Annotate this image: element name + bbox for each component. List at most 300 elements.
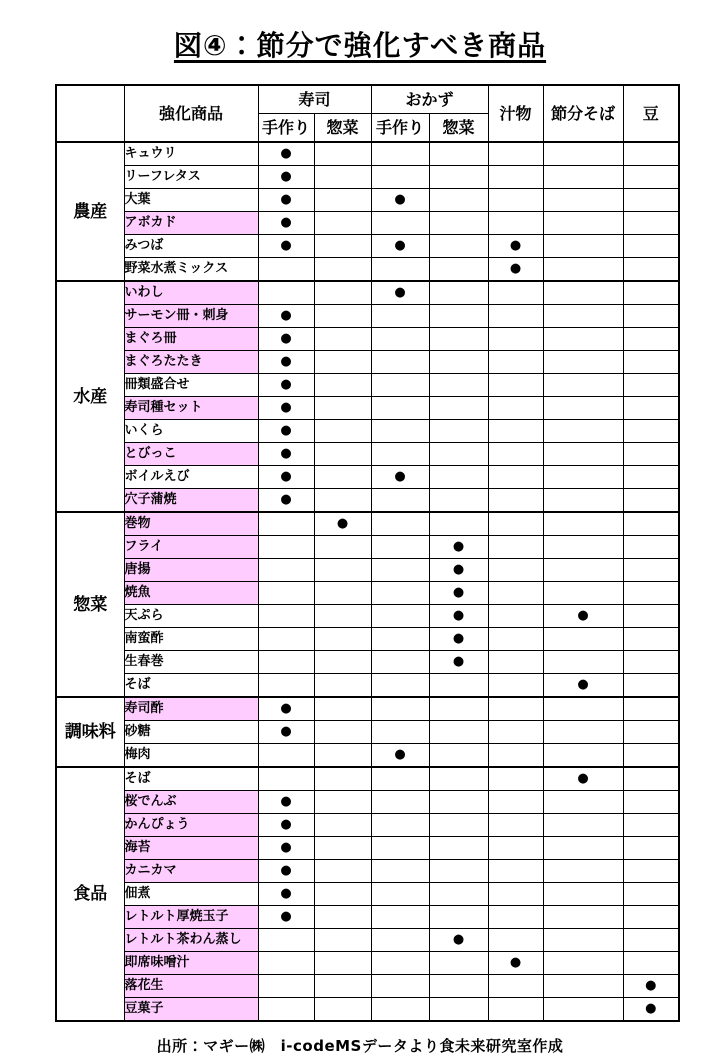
table-row bbox=[56, 305, 679, 328]
mark-cell-empty bbox=[258, 536, 314, 559]
mark-cell-empty bbox=[488, 397, 543, 420]
mark-cell-empty bbox=[623, 674, 679, 698]
mark-cell-empty bbox=[543, 189, 623, 212]
col-header-sushi-tezukuri: 手作り bbox=[258, 114, 314, 143]
mark-cell-empty bbox=[543, 791, 623, 814]
mark-cell-empty bbox=[429, 674, 488, 698]
page-title-text: 図④：節分で強化すべき商品 bbox=[173, 29, 547, 62]
mark-cell-empty bbox=[429, 281, 488, 305]
col-header-okazu-tezukuri: 手作り bbox=[371, 114, 429, 143]
mark-cell-empty bbox=[314, 397, 371, 420]
mark-cell-empty bbox=[314, 697, 371, 721]
mark-cell-empty bbox=[488, 420, 543, 443]
mark-cell-empty bbox=[429, 975, 488, 998]
mark-cell-empty bbox=[429, 721, 488, 744]
table-row bbox=[56, 559, 679, 582]
mark-cell-empty bbox=[314, 443, 371, 466]
mark-cell-dot: ● bbox=[429, 536, 488, 559]
mark-cell-empty bbox=[371, 142, 429, 166]
table-row bbox=[56, 443, 679, 466]
mark-cell-dot: ● bbox=[258, 397, 314, 420]
mark-cell-dot: ● bbox=[258, 883, 314, 906]
category-cell: 惣菜 bbox=[56, 512, 124, 697]
product-cell: 落花生 bbox=[124, 975, 258, 998]
mark-cell-empty bbox=[429, 837, 488, 860]
mark-cell-empty bbox=[623, 258, 679, 282]
table-row bbox=[56, 791, 679, 814]
source-note: 出所：マギー㈱ i-codeMSデータより食未来研究室作成 bbox=[156, 1037, 564, 1055]
mark-cell-empty bbox=[258, 952, 314, 975]
mark-cell-empty bbox=[371, 952, 429, 975]
mark-cell-dot: ● bbox=[543, 674, 623, 698]
mark-cell-empty bbox=[488, 559, 543, 582]
product-cell: そば bbox=[124, 674, 258, 698]
product-cell: いわし bbox=[124, 281, 258, 305]
mark-cell-empty bbox=[371, 443, 429, 466]
table-row bbox=[56, 837, 679, 860]
mark-cell-empty bbox=[314, 744, 371, 768]
setsubun-products-table bbox=[55, 84, 680, 1022]
product-cell: カニカマ bbox=[124, 860, 258, 883]
mark-cell-empty bbox=[371, 651, 429, 674]
mark-cell-dot: ● bbox=[429, 559, 488, 582]
mark-cell-empty bbox=[314, 258, 371, 282]
mark-cell-empty bbox=[429, 906, 488, 929]
mark-cell-empty bbox=[488, 351, 543, 374]
mark-cell-empty bbox=[371, 906, 429, 929]
mark-cell-empty bbox=[543, 328, 623, 351]
mark-cell-empty bbox=[429, 791, 488, 814]
mark-cell-empty bbox=[543, 258, 623, 282]
mark-cell-empty bbox=[371, 860, 429, 883]
mark-cell-empty bbox=[623, 281, 679, 305]
mark-cell-empty bbox=[314, 929, 371, 952]
mark-cell-empty bbox=[371, 328, 429, 351]
product-cell: 即席味噌汁 bbox=[124, 952, 258, 975]
mark-cell-empty bbox=[623, 351, 679, 374]
mark-cell-empty bbox=[543, 281, 623, 305]
mark-cell-empty bbox=[314, 374, 371, 397]
product-cell: みつば bbox=[124, 235, 258, 258]
mark-cell-empty bbox=[314, 582, 371, 605]
mark-cell-empty bbox=[258, 975, 314, 998]
mark-cell-empty bbox=[543, 721, 623, 744]
product-cell: リーフレタス bbox=[124, 166, 258, 189]
product-cell: 寿司種セット bbox=[124, 397, 258, 420]
mark-cell-empty bbox=[429, 489, 488, 513]
mark-cell-empty bbox=[488, 605, 543, 628]
mark-cell-empty bbox=[258, 512, 314, 536]
category-cell: 水産 bbox=[56, 281, 124, 512]
table-row bbox=[56, 235, 679, 258]
mark-cell-empty bbox=[623, 605, 679, 628]
mark-cell-empty bbox=[314, 860, 371, 883]
product-cell: 砂糖 bbox=[124, 721, 258, 744]
mark-cell-empty bbox=[314, 998, 371, 1022]
mark-cell-empty bbox=[314, 328, 371, 351]
mark-cell-empty bbox=[488, 674, 543, 698]
mark-cell-empty bbox=[623, 142, 679, 166]
mark-cell-dot: ● bbox=[488, 952, 543, 975]
mark-cell-empty bbox=[371, 791, 429, 814]
product-cell: 大葉 bbox=[124, 189, 258, 212]
product-cell: 巻物 bbox=[124, 512, 258, 536]
mark-cell-empty bbox=[371, 512, 429, 536]
mark-cell-dot: ● bbox=[488, 235, 543, 258]
mark-cell-empty bbox=[314, 975, 371, 998]
mark-cell-empty bbox=[543, 883, 623, 906]
table-row bbox=[56, 142, 679, 166]
mark-cell-empty bbox=[429, 420, 488, 443]
mark-cell-empty bbox=[623, 651, 679, 674]
table-row bbox=[56, 258, 679, 282]
mark-cell-empty bbox=[371, 374, 429, 397]
mark-cell-empty bbox=[314, 489, 371, 513]
mark-cell-empty bbox=[371, 536, 429, 559]
mark-cell-empty bbox=[429, 305, 488, 328]
mark-cell-empty bbox=[488, 189, 543, 212]
mark-cell-empty bbox=[623, 420, 679, 443]
mark-cell-empty bbox=[488, 374, 543, 397]
table-header bbox=[56, 85, 679, 142]
mark-cell-empty bbox=[623, 374, 679, 397]
mark-cell-empty bbox=[314, 791, 371, 814]
mark-cell-empty bbox=[488, 582, 543, 605]
mark-cell-empty bbox=[429, 328, 488, 351]
mark-cell-empty bbox=[623, 814, 679, 837]
mark-cell-empty bbox=[543, 351, 623, 374]
mark-cell-empty bbox=[371, 721, 429, 744]
mark-cell-empty bbox=[543, 814, 623, 837]
mark-cell-empty bbox=[623, 860, 679, 883]
mark-cell-empty bbox=[488, 721, 543, 744]
corner-cell bbox=[56, 85, 124, 142]
mark-cell-empty bbox=[371, 258, 429, 282]
mark-cell-empty bbox=[314, 674, 371, 698]
mark-cell-empty bbox=[429, 374, 488, 397]
mark-cell-empty bbox=[314, 605, 371, 628]
col-header-product: 強化商品 bbox=[124, 85, 258, 142]
mark-cell-dot: ● bbox=[258, 814, 314, 837]
mark-cell-empty bbox=[429, 142, 488, 166]
mark-cell-empty bbox=[488, 489, 543, 513]
table-body bbox=[56, 142, 679, 1021]
mark-cell-empty bbox=[429, 351, 488, 374]
mark-cell-empty bbox=[371, 489, 429, 513]
product-cell: アボカド bbox=[124, 212, 258, 235]
mark-cell-dot: ● bbox=[258, 420, 314, 443]
product-cell: 佃煮 bbox=[124, 883, 258, 906]
col-group-okazu: おかず bbox=[371, 85, 488, 114]
mark-cell-empty bbox=[429, 397, 488, 420]
product-cell: 穴子蒲焼 bbox=[124, 489, 258, 513]
col-header-mame: 豆 bbox=[623, 85, 679, 142]
col-header-shirumono: 汁物 bbox=[488, 85, 543, 142]
mark-cell-empty bbox=[488, 536, 543, 559]
table-row bbox=[56, 998, 679, 1022]
mark-cell-empty bbox=[623, 512, 679, 536]
mark-cell-empty bbox=[371, 628, 429, 651]
mark-cell-empty bbox=[429, 767, 488, 791]
mark-cell-dot: ● bbox=[371, 744, 429, 768]
mark-cell-empty bbox=[371, 397, 429, 420]
mark-cell-empty bbox=[429, 998, 488, 1022]
table-row bbox=[56, 674, 679, 698]
mark-cell-dot: ● bbox=[429, 651, 488, 674]
product-cell: 生春巻 bbox=[124, 651, 258, 674]
category-cell: 調味料 bbox=[56, 697, 124, 767]
mark-cell-empty bbox=[258, 605, 314, 628]
mark-cell-empty bbox=[623, 697, 679, 721]
mark-cell-empty bbox=[543, 489, 623, 513]
col-group-sushi: 寿司 bbox=[258, 85, 371, 114]
table-row bbox=[56, 536, 679, 559]
product-cell: まぐろ冊 bbox=[124, 328, 258, 351]
mark-cell-empty bbox=[429, 697, 488, 721]
mark-cell-empty bbox=[314, 212, 371, 235]
table-row bbox=[56, 929, 679, 952]
mark-cell-empty bbox=[623, 489, 679, 513]
mark-cell-empty bbox=[314, 837, 371, 860]
mark-cell-dot: ● bbox=[258, 166, 314, 189]
mark-cell-empty bbox=[429, 883, 488, 906]
mark-cell-empty bbox=[543, 142, 623, 166]
mark-cell-empty bbox=[258, 281, 314, 305]
product-cell: 天ぷら bbox=[124, 605, 258, 628]
mark-cell-empty bbox=[258, 559, 314, 582]
mark-cell-empty bbox=[488, 906, 543, 929]
mark-cell-empty bbox=[488, 281, 543, 305]
mark-cell-empty bbox=[258, 582, 314, 605]
product-cell: そば bbox=[124, 767, 258, 791]
mark-cell-empty bbox=[314, 559, 371, 582]
table-row bbox=[56, 767, 679, 791]
mark-cell-empty bbox=[543, 443, 623, 466]
mark-cell-dot: ● bbox=[258, 351, 314, 374]
mark-cell-empty bbox=[429, 744, 488, 768]
header-row-groups bbox=[56, 85, 679, 114]
product-cell: レトルト厚焼玉子 bbox=[124, 906, 258, 929]
table-row bbox=[56, 628, 679, 651]
mark-cell-empty bbox=[371, 351, 429, 374]
mark-cell-empty bbox=[623, 906, 679, 929]
mark-cell-empty bbox=[371, 605, 429, 628]
mark-cell-empty bbox=[314, 906, 371, 929]
mark-cell-empty bbox=[623, 837, 679, 860]
mark-cell-empty bbox=[623, 189, 679, 212]
mark-cell-empty bbox=[314, 814, 371, 837]
mark-cell-empty bbox=[488, 998, 543, 1022]
mark-cell-empty bbox=[623, 791, 679, 814]
mark-cell-empty bbox=[371, 837, 429, 860]
mark-cell-dot: ● bbox=[258, 374, 314, 397]
product-cell: いくら bbox=[124, 420, 258, 443]
mark-cell-empty bbox=[623, 559, 679, 582]
mark-cell-dot: ● bbox=[314, 512, 371, 536]
mark-cell-empty bbox=[623, 721, 679, 744]
mark-cell-empty bbox=[429, 814, 488, 837]
table-row bbox=[56, 582, 679, 605]
table-row bbox=[56, 166, 679, 189]
mark-cell-empty bbox=[258, 628, 314, 651]
mark-cell-dot: ● bbox=[258, 466, 314, 489]
mark-cell-dot: ● bbox=[258, 837, 314, 860]
mark-cell-empty bbox=[543, 536, 623, 559]
mark-cell-empty bbox=[371, 883, 429, 906]
mark-cell-empty bbox=[543, 998, 623, 1022]
mark-cell-empty bbox=[623, 929, 679, 952]
mark-cell-empty bbox=[543, 582, 623, 605]
mark-cell-empty bbox=[543, 559, 623, 582]
col-header-sushi-souzai: 惣菜 bbox=[314, 114, 371, 143]
product-cell: かんぴょう bbox=[124, 814, 258, 837]
mark-cell-empty bbox=[543, 744, 623, 768]
mark-cell-empty bbox=[623, 466, 679, 489]
table-row bbox=[56, 744, 679, 768]
mark-cell-empty bbox=[623, 305, 679, 328]
mark-cell-dot: ● bbox=[258, 697, 314, 721]
mark-cell-empty bbox=[543, 305, 623, 328]
mark-cell-empty bbox=[623, 767, 679, 791]
mark-cell-empty bbox=[488, 744, 543, 768]
mark-cell-dot: ● bbox=[258, 328, 314, 351]
mark-cell-empty bbox=[314, 351, 371, 374]
category-cell: 農産 bbox=[56, 142, 124, 281]
mark-cell-dot: ● bbox=[258, 721, 314, 744]
table-row bbox=[56, 281, 679, 305]
mark-cell-empty bbox=[314, 536, 371, 559]
mark-cell-empty bbox=[543, 651, 623, 674]
mark-cell-empty bbox=[258, 651, 314, 674]
mark-cell-dot: ● bbox=[371, 466, 429, 489]
mark-cell-empty bbox=[488, 651, 543, 674]
table-row bbox=[56, 212, 679, 235]
mark-cell-empty bbox=[488, 328, 543, 351]
mark-cell-empty bbox=[314, 235, 371, 258]
mark-cell-empty bbox=[371, 305, 429, 328]
mark-cell-dot: ● bbox=[258, 212, 314, 235]
mark-cell-empty bbox=[371, 674, 429, 698]
mark-cell-empty bbox=[623, 397, 679, 420]
mark-cell-empty bbox=[623, 744, 679, 768]
mark-cell-empty bbox=[258, 998, 314, 1022]
mark-cell-empty bbox=[314, 952, 371, 975]
table-row bbox=[56, 605, 679, 628]
mark-cell-empty bbox=[543, 235, 623, 258]
mark-cell-empty bbox=[258, 929, 314, 952]
mark-cell-empty bbox=[543, 837, 623, 860]
mark-cell-dot: ● bbox=[258, 305, 314, 328]
mark-cell-empty bbox=[488, 883, 543, 906]
mark-cell-empty bbox=[314, 466, 371, 489]
mark-cell-empty bbox=[543, 166, 623, 189]
mark-cell-empty bbox=[371, 998, 429, 1022]
mark-cell-empty bbox=[314, 420, 371, 443]
mark-cell-empty bbox=[623, 328, 679, 351]
product-cell: サーモン冊・刺身 bbox=[124, 305, 258, 328]
mark-cell-dot: ● bbox=[258, 860, 314, 883]
mark-cell-empty bbox=[623, 582, 679, 605]
mark-cell-empty bbox=[488, 305, 543, 328]
product-cell: 寿司酢 bbox=[124, 697, 258, 721]
table-row bbox=[56, 466, 679, 489]
mark-cell-empty bbox=[314, 767, 371, 791]
mark-cell-empty bbox=[314, 628, 371, 651]
col-header-setsubun-soba: 節分そば bbox=[543, 85, 623, 142]
mark-cell-empty bbox=[429, 189, 488, 212]
product-cell: 梅肉 bbox=[124, 744, 258, 768]
mark-cell-empty bbox=[488, 791, 543, 814]
mark-cell-empty bbox=[258, 744, 314, 768]
mark-cell-empty bbox=[314, 721, 371, 744]
mark-cell-empty bbox=[543, 628, 623, 651]
mark-cell-dot: ● bbox=[623, 998, 679, 1022]
table-row bbox=[56, 328, 679, 351]
mark-cell-dot: ● bbox=[258, 142, 314, 166]
mark-cell-dot: ● bbox=[258, 189, 314, 212]
table-row bbox=[56, 883, 679, 906]
table-row bbox=[56, 952, 679, 975]
table-row bbox=[56, 397, 679, 420]
mark-cell-dot: ● bbox=[429, 582, 488, 605]
product-cell: キュウリ bbox=[124, 142, 258, 166]
mark-cell-empty bbox=[371, 767, 429, 791]
mark-cell-dot: ● bbox=[258, 791, 314, 814]
mark-cell-empty bbox=[314, 142, 371, 166]
mark-cell-empty bbox=[314, 189, 371, 212]
product-cell: とびっこ bbox=[124, 443, 258, 466]
mark-cell-empty bbox=[429, 258, 488, 282]
product-cell: 豆菓子 bbox=[124, 998, 258, 1022]
mark-cell-empty bbox=[314, 166, 371, 189]
mark-cell-dot: ● bbox=[371, 281, 429, 305]
mark-cell-empty bbox=[543, 397, 623, 420]
mark-cell-empty bbox=[488, 929, 543, 952]
mark-cell-empty bbox=[314, 651, 371, 674]
table-row bbox=[56, 351, 679, 374]
mark-cell-empty bbox=[371, 929, 429, 952]
mark-cell-empty bbox=[543, 512, 623, 536]
mark-cell-empty bbox=[429, 443, 488, 466]
table-row bbox=[56, 814, 679, 837]
mark-cell-empty bbox=[488, 466, 543, 489]
table-row bbox=[56, 906, 679, 929]
mark-cell-empty bbox=[429, 860, 488, 883]
page-title bbox=[0, 0, 720, 64]
mark-cell-dot: ● bbox=[371, 189, 429, 212]
product-cell: まぐろたたき bbox=[124, 351, 258, 374]
table-row bbox=[56, 697, 679, 721]
mark-cell-empty bbox=[488, 837, 543, 860]
product-cell: フライ bbox=[124, 536, 258, 559]
product-cell: 焼魚 bbox=[124, 582, 258, 605]
mark-cell-dot: ● bbox=[258, 489, 314, 513]
mark-cell-empty bbox=[543, 860, 623, 883]
product-cell: ボイルえび bbox=[124, 466, 258, 489]
table-row bbox=[56, 512, 679, 536]
mark-cell-dot: ● bbox=[429, 605, 488, 628]
mark-cell-dot: ● bbox=[371, 235, 429, 258]
mark-cell-empty bbox=[429, 466, 488, 489]
mark-cell-empty bbox=[488, 443, 543, 466]
mark-cell-empty bbox=[623, 536, 679, 559]
mark-cell-empty bbox=[429, 235, 488, 258]
product-cell: 海苔 bbox=[124, 837, 258, 860]
product-cell: 南蛮酢 bbox=[124, 628, 258, 651]
mark-cell-empty bbox=[258, 674, 314, 698]
mark-cell-empty bbox=[488, 814, 543, 837]
mark-cell-empty bbox=[623, 883, 679, 906]
